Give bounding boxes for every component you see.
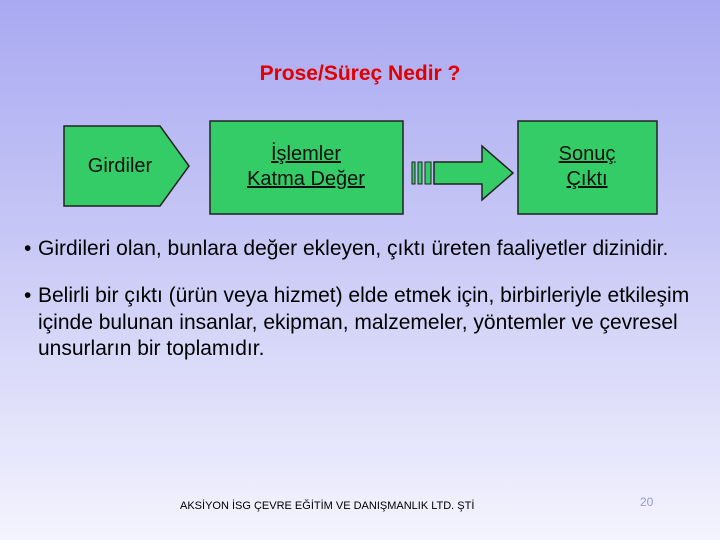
bullet-text: Belirli bir çıktı (ürün veya hizmet) elde etmek için, birbirleriyle etkileşim içinde bulunan insanlar, ekipman, malzemeler, yöntemler ve çevresel unsurların bir toplamıdır.	[38, 284, 690, 360]
process-line-2: Katma Değer	[247, 168, 365, 190]
output-line-1: Sonuç	[558, 143, 616, 165]
output-label	[519, 122, 655, 212]
bullet-list	[24, 236, 704, 383]
page-number: 20	[640, 495, 654, 509]
slide-title: Prose/Süreç Nedir ?	[259, 62, 461, 85]
output-line-2: Çıktı	[566, 168, 608, 190]
bullet-text: Girdileri olan, bunlara değer ekleyen, çıktı üreten faaliyetler dizinidir.	[38, 237, 669, 260]
process-label	[211, 122, 401, 212]
footer-company: AKSİYON İSG ÇEVRE EĞİTİM VE DANIŞMANLIK LTD. ŞTİ	[180, 500, 475, 512]
bullet-item	[24, 236, 704, 262]
flow-arrow-icon	[410, 144, 516, 202]
bullet-dot: •	[24, 237, 32, 260]
bullet-dot: •	[24, 284, 32, 308]
bullet-item	[24, 283, 704, 362]
input-label: Girdiler	[87, 154, 153, 177]
process-line-1: İşlemler	[270, 143, 341, 165]
